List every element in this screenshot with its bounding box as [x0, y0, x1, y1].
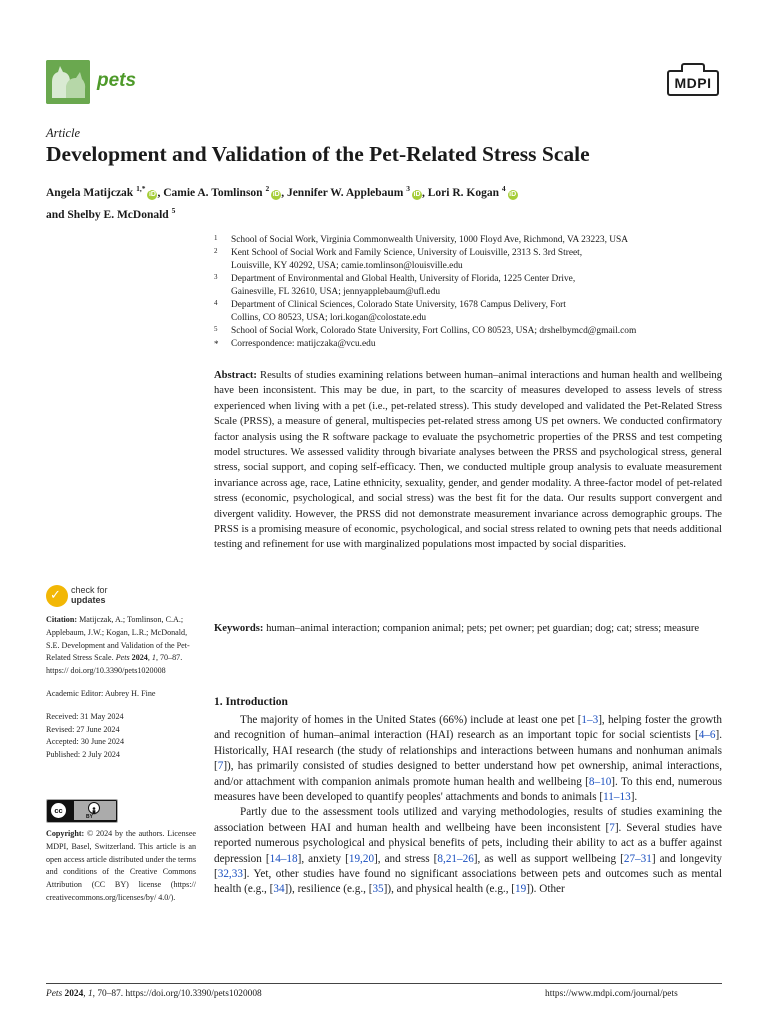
affiliation-line: School of Social Work, Colorado State University, Fort Collins, CO 80523, USA; drshelbymcd@gmail.com — [231, 326, 637, 336]
affiliation-line: Kent School of Social Work and Family Science, University of Louisville, 2313 S. 3rd Street, — [231, 248, 583, 258]
author-name: Jennifer W. Applebaum — [286, 186, 407, 199]
citation-link[interactable]: 8,21–26 — [437, 852, 474, 865]
affiliation-line: Correspondence: matijczaka@vcu.edu — [231, 339, 376, 349]
copyright-notice — [46, 828, 196, 905]
body-text: ]). Other — [526, 883, 565, 896]
abstract-text: Results of studies examining relations between human–animal interactions and human health and wellbeing have been inconsistent. This may be due, in part, to the scarcity of measures developed to assess levels of stress experienced when living with a pet (i.e., pet-related stress). This study developed and validated the Pet-Related Stress Scale (PRSS), a measure of general, multispecies pet-related stress among US pet owners. We conducted confirmatory factor analysis using the R software package to evaluate the psychometric properties of the PRSS and test competing model structures. We assessed validity through bivariate analyses between the PRSS and psychological stress, general stress, social support, and coping self-efficacy. Then, we conducted multiple group analysis to evaluate measurement invariance across age, race, Latine ethnicity, sexuality, gender, and gender modality. A three-factor model of pet-related stress (economic, psychological, and social stress) was the best fit for the data. Our results support convergent and divergent validity. However, the PRSS did not demonstrate measurement invariance across demographic groups. The PRSS is a promising measure of economic, psychological, and social stress related to owning pets that needs additional testing and refinement for use with marginalized populations most impacted by social disparities. — [214, 370, 722, 551]
citation-link[interactable]: 32,33 — [217, 868, 243, 881]
author-affiliation-marker: 2 — [265, 184, 270, 193]
author-affiliation-marker: 3 — [406, 184, 410, 193]
author-affiliation-marker: 1,* — [136, 184, 146, 193]
affiliation-line: Gainesville, FL 32610, USA; jennyapplebaum@ufl.edu — [231, 287, 441, 297]
affiliation-item — [214, 247, 724, 273]
publication-date: Published: 2 July 2024 — [46, 750, 120, 760]
checkmark-icon: ✓ — [50, 588, 61, 603]
author-name: Angela Matijczak — [46, 186, 137, 199]
footer-journal: Pets — [46, 989, 63, 999]
article-title: Development and Validation of the Pet-Related Stress Scale — [46, 142, 590, 166]
affiliation-number: 2 — [214, 247, 218, 255]
affiliation-item — [214, 325, 724, 338]
citation-link[interactable]: 4–6 — [698, 729, 716, 742]
affiliation-line: Collins, CO 80523, USA; lori.kogan@colostate.edu — [231, 313, 427, 323]
publication-date: Revised: 27 June 2024 — [46, 724, 120, 734]
orcid-icon[interactable]: iD — [272, 190, 280, 198]
keywords-label: Keywords: — [214, 623, 264, 634]
author-separator: , — [422, 186, 428, 199]
keywords-text: human–animal interaction; companion animal; pets; pet owner; pet guardian; dog; cat; stress; measure — [266, 623, 700, 634]
footer-divider — [46, 983, 722, 984]
affiliation-item — [214, 273, 724, 299]
affiliation-number: * — [214, 339, 219, 349]
paragraph — [214, 805, 722, 897]
body-text: The majority of homes in the United States (66%) include at least one pet [ — [240, 714, 582, 726]
section-heading-introduction: 1. Introduction — [214, 696, 288, 708]
affiliation-number: 3 — [214, 273, 218, 281]
footer-citation: Pets 2024, 1, 70–87. https://doi.org/10.3390/pets1020008 — [46, 989, 262, 999]
orcid-icon[interactable]: iD — [509, 190, 517, 198]
citation-doi-link[interactable]: doi.org/10.3390/pets1020008 — [70, 666, 166, 676]
citation-label: Citation: — [46, 615, 78, 624]
body-text: ]), resilience (e.g., [ — [284, 883, 373, 896]
body-text: Partly due to the assessment tools utilized and varying methodologies, results of studies examining the association between HAI and human health and wellbeing have been inconsistent [ — [214, 806, 722, 834]
attribution-person-icon — [88, 802, 100, 814]
citation-link[interactable]: 19 — [515, 883, 527, 896]
affiliation-item — [214, 299, 724, 325]
publication-date: Received: 31 May 2024 — [46, 711, 124, 721]
creative-commons-icon: cc — [49, 801, 68, 820]
author-affiliation-marker: 5 — [171, 205, 176, 215]
abstract-label: Abstract: — [214, 370, 257, 381]
abstract — [214, 368, 722, 553]
author-separator: , — [281, 186, 287, 199]
citation-link[interactable]: 27–31 — [623, 852, 652, 865]
author-affiliation-marker: 4 — [501, 184, 506, 193]
footer-doi[interactable]: , 70–87. https://doi.org/10.3390/pets1020008 — [92, 989, 262, 999]
publication-dates — [46, 711, 196, 762]
affiliation-line: School of Social Work, Virginia Commonwealth University, 1000 Floyd Ave, Richmond, VA 23223, USA — [231, 235, 629, 245]
academic-editor: Academic Editor: Aubrey H. Fine — [46, 688, 156, 698]
article-info-sidebar — [46, 614, 196, 772]
pets-journal-logo-icon — [46, 60, 90, 104]
author-separator: , — [157, 186, 164, 199]
body-text: ]. Historically, HAI research (the study of relationships and interactions between humans and nonhuman animals [ — [214, 729, 722, 773]
citation-link[interactable]: 35 — [372, 883, 384, 896]
copyright-text: © 2024 by the authors. Licensee MDPI, Basel, Switzerland. This article is an open access article distributed under the terms and conditions of the Creative Commons Attribution (CC BY) license (https:// creativecommons.org/licenses/by/ 4.0/). — [46, 829, 196, 902]
article-type: Article — [46, 126, 81, 140]
affiliation-number: 1 — [214, 234, 218, 242]
body-text: ]), has primarily consisted of studies designed to better understand how pet ownership, animal interactions, and/or attachment with companion animals promote human health and wellbeing [ — [214, 760, 722, 788]
body-text: ]. Several studies have reported numerous psychological and physical benefits of pets, including their ability to act as a buffer against depression [ — [214, 821, 723, 865]
cc-by-label: BY — [86, 814, 93, 820]
mdpi-logo-mask — [683, 70, 703, 73]
affiliation-line: Louisville, KY 40292, USA; camie.tomlinson@louisville.edu — [231, 261, 463, 271]
publication-date: Accepted: 30 June 2024 — [46, 737, 124, 747]
citation-link[interactable]: 34 — [273, 883, 285, 896]
mdpi-logo: MDPI — [667, 70, 719, 96]
citation-link[interactable]: 14–18 — [269, 852, 298, 865]
body-text: ]), and physical health (e.g., [ — [383, 883, 516, 896]
citation-year: 2024 — [131, 653, 148, 663]
citation-pages: , 70–87. https:// — [46, 653, 183, 676]
body-text: ], helping foster the growth and recognition of human–animal interaction (HAI) research as an important topic for social scientists [ — [214, 714, 722, 742]
footer-year: 2024 — [64, 989, 84, 999]
affiliation-item — [214, 234, 724, 247]
citation-link[interactable]: 7 — [217, 760, 224, 773]
check-for-updates-label-bold[interactable]: updates — [71, 595, 106, 605]
footer-volume: 1 — [87, 989, 93, 999]
citation-journal: Pets — [115, 653, 130, 663]
author-name: Camie A. Tomlinson — [163, 186, 266, 199]
citation-link[interactable]: 8–10 — [588, 775, 612, 788]
affiliations — [214, 234, 724, 351]
footer-journal-url[interactable]: https://www.mdpi.com/journal/pets — [545, 989, 678, 999]
journal-name: pets — [97, 70, 137, 91]
citation-volume: 1 — [151, 653, 156, 663]
body-text: ], anxiety [ — [297, 852, 349, 865]
citation-link[interactable]: 19,20 — [348, 852, 375, 865]
citation-link[interactable]: 11–13 — [603, 791, 631, 804]
affiliation-line: Department of Environmental and Global Health, University of Florida, 1225 Center Drive, — [231, 274, 576, 284]
copyright-label: Copyright: — [46, 829, 85, 838]
keywords — [214, 621, 722, 636]
affiliation-item — [214, 338, 724, 351]
body-text: ]. Yet, other studies have found no significant associations between pets and outcomes such as mental health (e.g., [ — [214, 868, 722, 896]
author-name: Lori R. Kogan — [427, 186, 502, 199]
body-text: ], as well as support wellbeing [ — [473, 852, 624, 865]
author-list — [46, 180, 686, 224]
citation-link[interactable]: 1–3 — [581, 714, 599, 726]
citation: Citation: Matijczak, A.; Tomlinson, C.A.; Applebaum, J.W.; Kogan, L.R.; McDonald, S.E. Development and Validation of the Pet-Related Stress Scale. Pets 2024, 1, 70–87. https:// doi.org/10.3390/pets1020008 — [46, 615, 190, 676]
check-for-updates-label[interactable]: check for — [71, 585, 108, 595]
citation-text: Matijczak, A.; Tomlinson, C.A.; Applebaum, J.W.; Kogan, L.R.; McDonald, S.E. Development and Validation of the Pet-Related Stress Scale. — [46, 615, 190, 663]
introduction-body — [214, 713, 722, 898]
orcid-icon[interactable]: iD — [413, 190, 421, 198]
affiliation-number: 5 — [214, 325, 218, 333]
author-name: and Shelby E. McDonald — [46, 208, 172, 221]
body-text: ], and stress [ — [374, 852, 438, 865]
citation-link[interactable]: 7 — [609, 821, 615, 834]
paragraph — [214, 713, 722, 805]
affiliation-line: Department of Clinical Sciences, Colorado State University, 1678 Campus Delivery, Fort — [231, 300, 566, 310]
body-text: ]. — [630, 791, 638, 804]
affiliation-number: 4 — [214, 299, 218, 307]
orcid-icon[interactable]: iD — [148, 190, 156, 198]
body-text: ] and longevity [ — [214, 852, 723, 881]
body-text: ]. To this end, numerous measures have been developed to quantify peoples' attachments and bonds to animals [ — [214, 775, 722, 804]
